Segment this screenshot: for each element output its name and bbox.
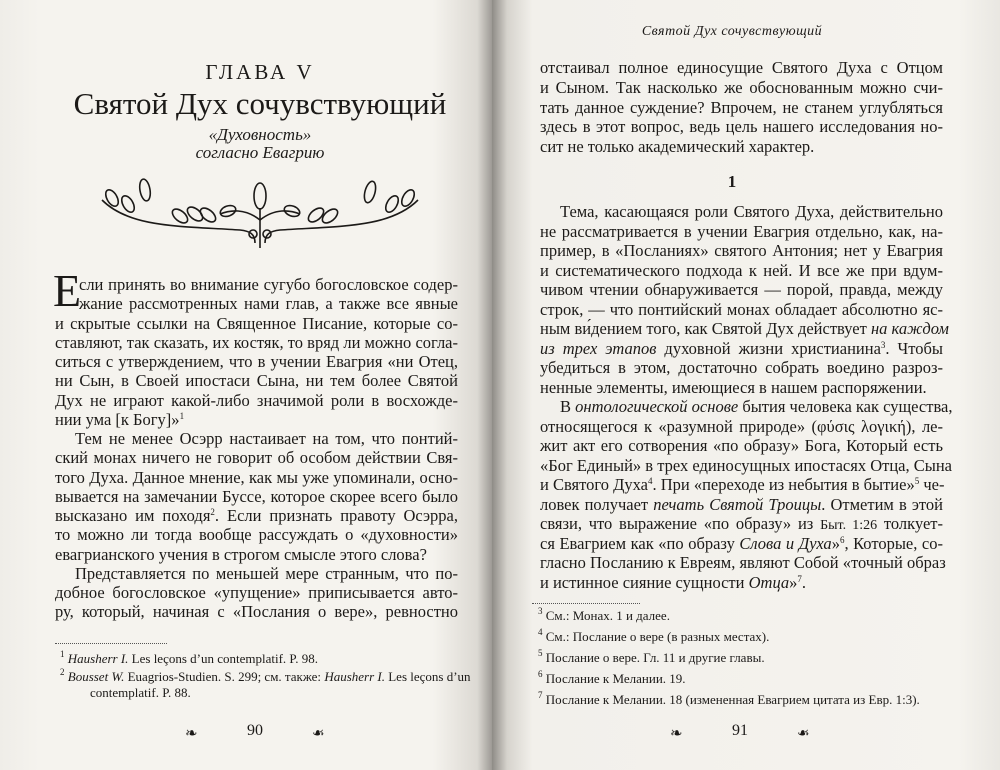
footnote-divider	[532, 603, 640, 604]
text-run: че-	[919, 475, 945, 494]
text-run: . При «переходе из небытия в бытие»	[652, 475, 915, 494]
leaf-left-icon: ❧	[185, 726, 198, 742]
text-run: тать данное суждение? Впрочем, не станем углубляться	[540, 97, 943, 117]
text-line	[540, 222, 943, 242]
text-line	[540, 117, 943, 137]
text-line	[55, 371, 458, 391]
text-line	[55, 602, 458, 622]
italic-text: онтологической основе	[575, 397, 739, 416]
footnote-ref: 7	[797, 573, 802, 584]
text-run: Представляется по меньшей мере странным, что по-	[75, 563, 458, 583]
text-run: Послание к Мелании. 18 (измененная Евагрием цитата из Евр. 1:3).	[542, 692, 920, 707]
text-run: добное богословское «упущение» приписывается авто-	[55, 583, 458, 602]
text-run: . Если признать правоту Осэрра,	[214, 506, 458, 525]
text-line	[540, 553, 946, 573]
page-number-text: 91	[732, 722, 748, 739]
text-run: ся Евагрием как «по образу	[540, 533, 740, 553]
footnote-ref: 5	[538, 648, 543, 658]
text-run: убедиться в этом, достаточно собрать воедино разроз-	[540, 358, 943, 377]
chapter-title: Святой Дух сочувствующий	[73, 86, 447, 121]
text-run: и систематического подхода к ней. И все же при вдум-	[540, 260, 943, 280]
text-run: . Отметим в этой	[821, 494, 943, 514]
text-run: Тем не менее Осэрр настаивает на том, что понтий-	[75, 429, 458, 448]
text-run: ни Сын, в Своей ипостаси Сына, ни тем более Святой	[55, 371, 458, 391]
footnote	[538, 670, 686, 687]
text-line	[540, 98, 943, 118]
text-run: ру, который, начиная с «Послания о вере», ревностно	[55, 602, 458, 622]
chapter-subtitle-line2: согласно Евагрию	[195, 143, 325, 162]
text-run: ставляют, так сказать, их костяк, то вряд ли можно согла-	[55, 332, 458, 352]
footnote	[60, 650, 318, 667]
text-line	[55, 468, 458, 488]
text-line	[540, 261, 943, 281]
text-line	[540, 534, 943, 554]
text-line	[55, 506, 458, 526]
footnote-ref: 7	[538, 690, 543, 700]
footnote-ref: 2	[60, 667, 65, 677]
text-line	[55, 352, 458, 372]
text-run: »	[789, 572, 798, 592]
text-run: и Сыном. Так насколько же обоснованным можно счи-	[540, 77, 943, 97]
text-run: строк, — что понтийский монах обладает абсолютно яс-	[540, 299, 943, 319]
text-line	[540, 58, 943, 78]
footnote-ref: 1	[60, 649, 65, 659]
text-run: Euagrios-Studien. S. 299; см. также:	[124, 669, 325, 684]
text-run: и истинное сияние сущности	[540, 572, 749, 592]
text-line	[540, 241, 943, 261]
text-run: бытия человека как существа,	[738, 397, 953, 416]
text-line	[540, 455, 952, 476]
text-line	[560, 397, 953, 417]
text-run: гласно Посланию к Евреям, являют Собой «точный образ	[540, 553, 946, 572]
text-run: Les leçons d’un	[384, 669, 471, 684]
text-run: относящегося к «разумной природе» (φύσις λογική), ле-	[540, 416, 943, 436]
text-line	[540, 319, 949, 339]
text-line	[540, 436, 943, 456]
text-line	[55, 583, 458, 603]
text-run: ловек получает	[540, 494, 654, 514]
text-line	[540, 417, 943, 437]
text-run: ным ви́дением того, как Святой Дух действует	[540, 319, 871, 338]
text-run: .	[801, 572, 807, 592]
footnote	[538, 691, 920, 708]
running-head: Святой Дух сочувствующий	[641, 24, 823, 39]
right-page	[492, 0, 1000, 770]
text-line	[55, 545, 458, 565]
text-line	[560, 202, 943, 222]
footnote-divider	[55, 643, 167, 644]
footnote-ref: 4	[647, 476, 653, 486]
footnote	[538, 649, 765, 666]
text-line	[540, 339, 943, 359]
italic-text: Отца	[748, 572, 790, 592]
text-line	[540, 300, 943, 320]
italic-text: из трех этапов	[540, 338, 657, 358]
text-run: связи, что выражение «по образу» из	[540, 514, 821, 533]
text-line	[55, 525, 458, 545]
text-run: и Святого Духа	[540, 475, 648, 494]
chapter-subtitle-line1: «Духовность»	[208, 125, 312, 144]
text-run: . Чтобы	[885, 338, 943, 358]
footnote-ref: 2	[210, 507, 215, 517]
text-line	[540, 475, 943, 495]
footnote	[538, 607, 670, 624]
text-run: высказано им походя	[55, 506, 211, 525]
footnote-ref: 6	[839, 534, 845, 545]
text-run: отстаивал полное единосущие Святого Духа с Отцом	[540, 58, 943, 77]
text-run: пример, в «Посланиях» святого Антония; нет у Евагрия	[540, 241, 943, 260]
text-run: сли принять во внимание сугубо богословское содер-	[79, 275, 458, 294]
text-run: Послание к Мелании. 19.	[542, 671, 686, 686]
text-line	[55, 333, 458, 353]
text-run: Les leçons d’un contemplatif. P. 98.	[128, 651, 318, 666]
text-line	[540, 378, 943, 398]
footnote	[90, 684, 191, 701]
text-run: толкует-	[877, 514, 944, 533]
text-line	[540, 495, 943, 515]
text-run: чивом чтении обнаруживается — порой, правда, между	[540, 280, 943, 299]
text-run: жит акт его сотворения «по образу» Бога, Который есть	[540, 436, 943, 455]
text-run: Послание о вере. Гл. 11 и другие главы.	[542, 650, 765, 665]
text-run: ситься с утверждением, что в учении Евагрия «ни Отец,	[55, 352, 458, 371]
text-run: не рассматривается в учении Евагрия отдельно, как, на-	[540, 221, 943, 241]
text-run: ский монах ничего не говорит об особом действии Свя-	[55, 448, 458, 468]
text-run: В	[560, 397, 576, 416]
text-run: Тема, касающаяся роли Святого Духа, действительно	[560, 202, 943, 221]
footnote	[538, 628, 769, 645]
text-line	[540, 280, 943, 300]
footnote-ref: 3	[880, 339, 886, 350]
text-line	[75, 564, 458, 584]
text-run: «Бог Единый» в трех единосущных ипостасях Отца, Сына	[540, 455, 952, 475]
text-run: Быт. 1:26	[820, 518, 878, 533]
text-run: См.: Монах. 1 и далее.	[542, 608, 670, 623]
text-line	[540, 137, 943, 157]
italic-text: Hausherr I.	[324, 669, 385, 684]
footnote-ref: 1	[179, 410, 185, 421]
italic-text: Слова и Духа	[739, 533, 832, 553]
italic-text: печать Святой Троицы	[653, 494, 822, 514]
text-run: ненные элементы, имеющиеся в нашем распоряжении.	[540, 377, 927, 397]
text-run: »	[831, 533, 840, 553]
text-run: contemplatif. P. 88.	[90, 685, 191, 700]
text-line	[540, 358, 943, 378]
text-run: здесь в этот вопрос, ведь цель нашего исследования но-	[540, 117, 943, 137]
text-line	[540, 514, 943, 534]
text-run: жание рассмотренных нами глав, а также все явные	[79, 294, 458, 314]
text-line	[540, 78, 943, 98]
footnote-ref: 4	[538, 627, 543, 637]
page-number-text: 90	[247, 722, 263, 739]
text-run: сит не только академический характер.	[540, 137, 815, 157]
text-line	[79, 294, 458, 314]
footnote-ref: 3	[538, 606, 543, 616]
drop-cap: Е	[53, 265, 82, 316]
text-run: того Духа. Данное мнение, как мы уже упоминали, осно-	[55, 467, 458, 487]
text-run: евагрианского учения в строгом смысле этого слова?	[55, 544, 427, 564]
text-line	[55, 314, 458, 334]
leaf-right-icon: ❧	[797, 726, 810, 742]
text-line	[75, 429, 458, 449]
text-run: духовной жизни христианина	[656, 338, 881, 358]
chapter-label: ГЛАВА V	[205, 60, 315, 84]
text-line	[55, 410, 458, 430]
text-run: Дух не играют какой-либо значимой роли в восхожде-	[55, 390, 458, 410]
text-run: вывается на замечании Буссе, которое скорее всего было	[55, 486, 458, 506]
text-line	[55, 391, 458, 411]
text-run: то можно ли тогда вообще рассуждать о «духовности»	[55, 525, 458, 545]
italic-text: Bousset W.	[67, 669, 125, 684]
footnote	[60, 668, 471, 685]
text-line	[55, 448, 458, 468]
italic-text: на каждом	[870, 319, 949, 338]
text-line	[540, 573, 943, 593]
left-page	[0, 0, 492, 770]
footnote-ref: 5	[914, 476, 920, 486]
text-line	[79, 275, 458, 295]
text-line	[55, 487, 458, 507]
text-run: нии ума [к Богу]»	[55, 409, 180, 429]
section-number: 1	[727, 172, 737, 191]
text-run: , Которые, со-	[844, 533, 943, 553]
footnote-ref: 6	[538, 669, 543, 679]
text-run: См.: Послание о вере (в разных местах).	[542, 629, 770, 644]
leaf-right-icon: ❧	[312, 726, 325, 742]
leaf-left-icon: ❧	[670, 726, 683, 742]
text-run: и скрытые ссылки на Священное Писание, которые со-	[55, 313, 458, 333]
floral-ornament-icon	[100, 178, 420, 250]
italic-text: Hausherr I.	[67, 651, 129, 666]
